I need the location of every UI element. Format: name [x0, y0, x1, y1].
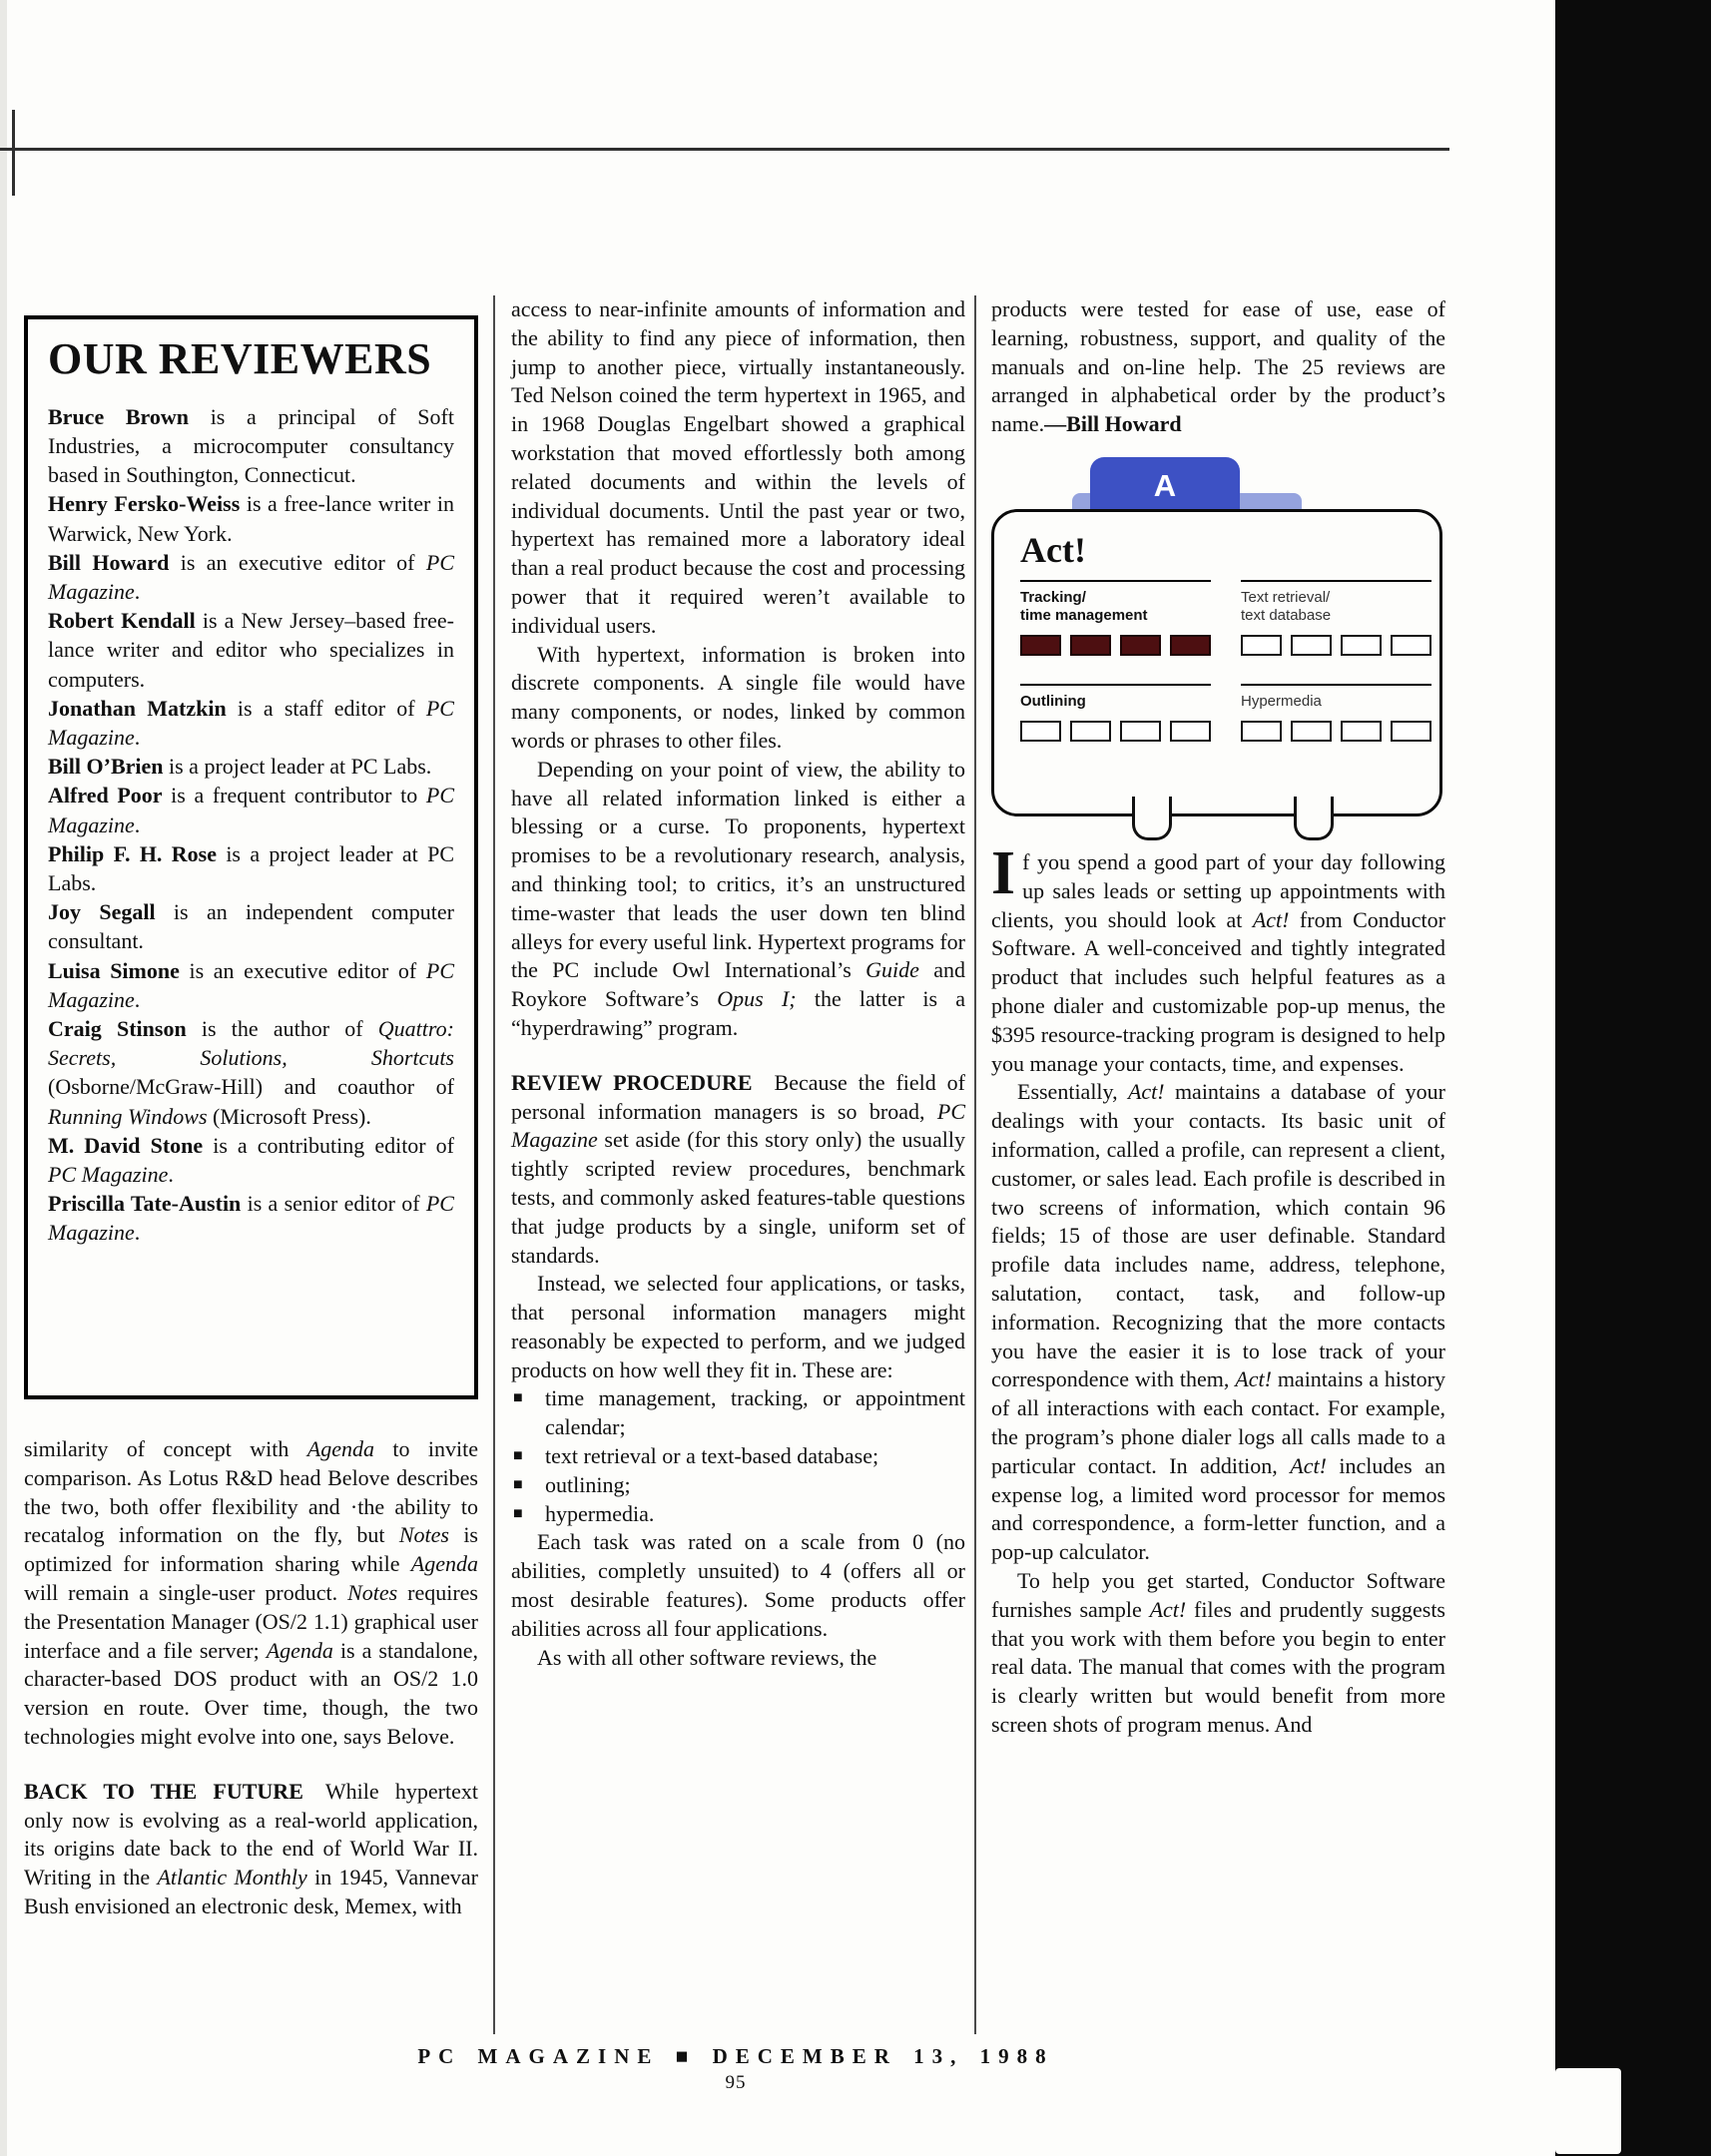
column-left: [24, 295, 478, 1921]
reviewer-entry: Bill Howard is an executive editor of PC Magazine.: [48, 549, 454, 605]
article-paragraph: Essentially, Act! maintains a database of your dealings with your contacts. Its basic unit of information, called a profile, can represent a client, customer, or sales lead. Each profile is described in two screens of information, which contain 96 fields; 15 of those are user definable. Standard profile data includes name, address, telephone, salutation, contact, task, and follow-up information. Recognizing that the more contacts you have the easier it is to lose track of your correspondence with them, Act! maintains a history of all interactions with each contact. For example, the program’s phone dialer logs all calls made to a particular contact. In addition, Act! includes an expense log, a limited word processor for memos and correspondence, a form-letter function, and a pop-up calculator.: [991, 1079, 1445, 1565]
rating-square-filled: [1120, 635, 1161, 656]
reviewer-entry: Priscilla Tate-Austin is a senior editor of PC Magazine.: [48, 1191, 454, 1246]
reviewer-entry: Alfred Poor is a frequent contributor to PC Magazine.: [48, 783, 454, 837]
reviewer-entry: Robert Kendall is a New Jersey–based free-lance writer and editor who specializes in computers.: [48, 608, 454, 692]
binder-notch: [1132, 797, 1172, 840]
rating-square-empty: [1291, 635, 1332, 656]
binder-notch: [1294, 797, 1334, 840]
rating-category-label: Hypermedia: [1241, 692, 1322, 710]
column-divider: [493, 295, 495, 2034]
rating-square-empty: [1341, 635, 1382, 656]
rating-category-label: Tracking/: [1020, 588, 1086, 606]
header-rule-tick: [12, 110, 15, 196]
rating-category-label: Text retrieval/: [1241, 588, 1331, 606]
rating-category-label: Outlining: [1020, 692, 1086, 710]
article-paragraph: As with all other software reviews, the: [537, 1644, 877, 1670]
rating-square-empty: [1241, 635, 1282, 656]
reviewer-entry: Jonathan Matzkin is a staff editor of PC Magazine.: [48, 695, 454, 751]
reviewer-entry: Bill O’Brien is a project leader at PC Labs.: [48, 754, 432, 780]
rating-square-filled: [1020, 635, 1061, 656]
rating-category: [1020, 684, 1211, 742]
rating-square-empty: [1291, 721, 1332, 742]
product-title: Act!: [1020, 529, 1086, 570]
rating-squares: [1241, 635, 1431, 656]
rating-squares: [1241, 721, 1431, 742]
article-paragraph: Each task was rated on a scale from 0 (no abilities, completly unsuited) to 4 (offers all or most desirable features). Some products offer abilities across all four applications.: [511, 1529, 965, 1641]
article-paragraph: [991, 838, 1445, 1078]
section-letter: A: [1153, 467, 1177, 503]
column-middle: [511, 295, 965, 1672]
rating-square-filled: [1170, 635, 1211, 656]
article-paragraph: REVIEW PROCEDURE Because the field of personal information managers is so broad, PC Magazine set aside (for this story only) the usually tightly scripted review procedures, benchmark tests, and commonly asked features-table questions that judge products by a single, uniform set of standards.: [511, 1069, 965, 1268]
bullet-item: ■ outlining;: [511, 1471, 965, 1500]
rating-category-label: text database: [1241, 606, 1332, 624]
rating-square-empty: [1241, 721, 1282, 742]
rating-category: [1020, 580, 1211, 656]
paragraph-text: f you spend a good part of your day following up sales leads or setting up appointments with clients, you should look at Act! from Conductor Software. A well-conceived and tightly integrated product that includes such helpful features as a phone dialer and customizable pop-up menus, the $395 resource-tracking program is designed to help you manage your contacts, time, and expenses.: [991, 848, 1445, 1076]
drop-cap: I: [991, 838, 1016, 907]
rating-category: [1241, 684, 1431, 742]
article-paragraph: access to near-infinite amounts of information and the ability to find any piece of information, then jump to another piece, virtually instantaneously. Ted Nelson coined the term hypertext in 1965, and in 1968 Douglas Engelbart showed a graphical workstation that moved effortlessly both among related documents and within the levels of individual documents. Until the past year or two, hypertext has remained more a laboratory ideal than a real product because the cost and processing power that it required weren’t available to individual users.: [511, 296, 965, 638]
reviewer-entry: Philip F. H. Rose is a project leader at PC Labs.: [48, 840, 454, 896]
product-review-card-wrap: [991, 467, 1445, 816]
rating-square-empty: [1170, 721, 1211, 742]
article-paragraph: To help you get started, Conductor Software furnishes sample Act! files and prudently suggests that you work with them before you begin to enter real data. The manual that comes with the program is clearly written but would benefit from more screen shots of program menus. And: [991, 1567, 1445, 1737]
rating-square-empty: [1391, 635, 1431, 656]
reviewer-entry: Craig Stinson is the author of Quattro: Secrets, Solutions, Shortcuts (Osborne/McGraw-Hill) and coauthor of Running Windows (Microsoft Press).: [48, 1016, 454, 1129]
magazine-footer-line: PC MAGAZINE ■ DECEMBER 13, 1988: [417, 2044, 1054, 2068]
rating-square-empty: [1391, 721, 1431, 742]
article-paragraph: Instead, we selected four applications, or tasks, that personal information managers might reasonably be expected to perform, and we judged products on how well they fit in. These are:: [511, 1271, 965, 1382]
page-number: 95: [725, 2072, 747, 2093]
column-right: [991, 295, 1445, 1740]
reviewer-entry: M. David Stone is a contributing editor of PC Magazine.: [48, 1132, 454, 1188]
bullet-item: ■ time management, tracking, or appointment calendar;: [511, 1384, 965, 1442]
reviewers-title: OUR REVIEWERS: [48, 334, 432, 383]
rating-grid: [1020, 580, 1414, 742]
reviewers-box: [24, 315, 478, 1399]
rating-square-filled: [1070, 635, 1111, 656]
rating-square-empty: [1341, 721, 1382, 742]
rating-category-label: time management: [1020, 606, 1148, 624]
bullet-item: ■ text retrieval or a text-based database;: [511, 1442, 965, 1471]
reviewer-entry: Bruce Brown is a principal of Soft Industries, a microcomputer consultancy based in Southington, Connecticut.: [48, 403, 454, 488]
article-paragraph: products were tested for ease of use, ease of learning, robustness, support, and quality of the manuals and on-line help. The 25 reviews are arranged in alphabetical order by the product’s name.—Bill Howard: [991, 296, 1445, 437]
rating-square-empty: [1070, 721, 1111, 742]
reviewer-entry: Henry Fersko-Weiss is a free-lance writer in Warwick, New York.: [48, 491, 454, 546]
scan-white-notch: [1555, 2068, 1621, 2154]
reviewer-entry: Joy Segall is an independent computer consultant.: [48, 899, 454, 954]
rating-squares: [1020, 635, 1211, 656]
article-paragraph: BACK TO THE FUTURE While hypertext only now is evolving as a real-world application, its origins date back to the end of World War II. Writing in the Atlantic Monthly in 1945, Vannevar Bush envisioned an electronic desk, Memex, with: [24, 1778, 478, 1918]
reviewer-entry: Luisa Simone is an executive editor of PC Magazine.: [48, 957, 454, 1012]
article-paragraph: similarity of concept with Agenda to invite comparison. As Lotus R&D head Belove describes the two, both offer flexibility and ·the ability to recatalog information on the fly, but Notes is optimized for information sharing while Agenda will remain a single-user product. Notes requires the Presentation Manager (OS/2 1.1) graphical user interface and a file server; Agenda is a standalone, character-based DOS product with an OS/2 1.0 version en route. Over time, though, the two technologies might evolve into one, says Belove.: [24, 1436, 479, 1749]
column-divider: [974, 295, 976, 2034]
section-letter-tab: [1090, 457, 1240, 515]
scan-edge-shadow: [0, 0, 7, 2156]
product-review-card: [991, 509, 1442, 816]
header-rule: [0, 148, 1449, 151]
bullet-item: ■ hypermedia.: [511, 1500, 965, 1529]
rating-square-empty: [1020, 721, 1061, 742]
article-paragraph: Depending on your point of view, the ability to have all related information linked is either a blessing or a curse. To proponents, hypertext promises to be a revolutionary research, analysis, and thinking tool; to critics, it’s an unstructured time-waster that leads the user down ten blind alleys for every useful link. Hypertext programs for the PC include Owl International’s Guide and Roykore Software’s Opus I; the latter is a “hyperdrawing” program.: [511, 756, 965, 1040]
scan-black-bar: [1555, 0, 1711, 2156]
page-footer: [28, 2044, 1443, 2094]
rating-squares: [1020, 721, 1211, 742]
rating-square-empty: [1120, 721, 1161, 742]
article-paragraph: With hypertext, information is broken into discrete components. A single file would have many components, or nodes, linked by common words or phrases to other files.: [511, 641, 965, 753]
rating-category: [1241, 580, 1431, 656]
